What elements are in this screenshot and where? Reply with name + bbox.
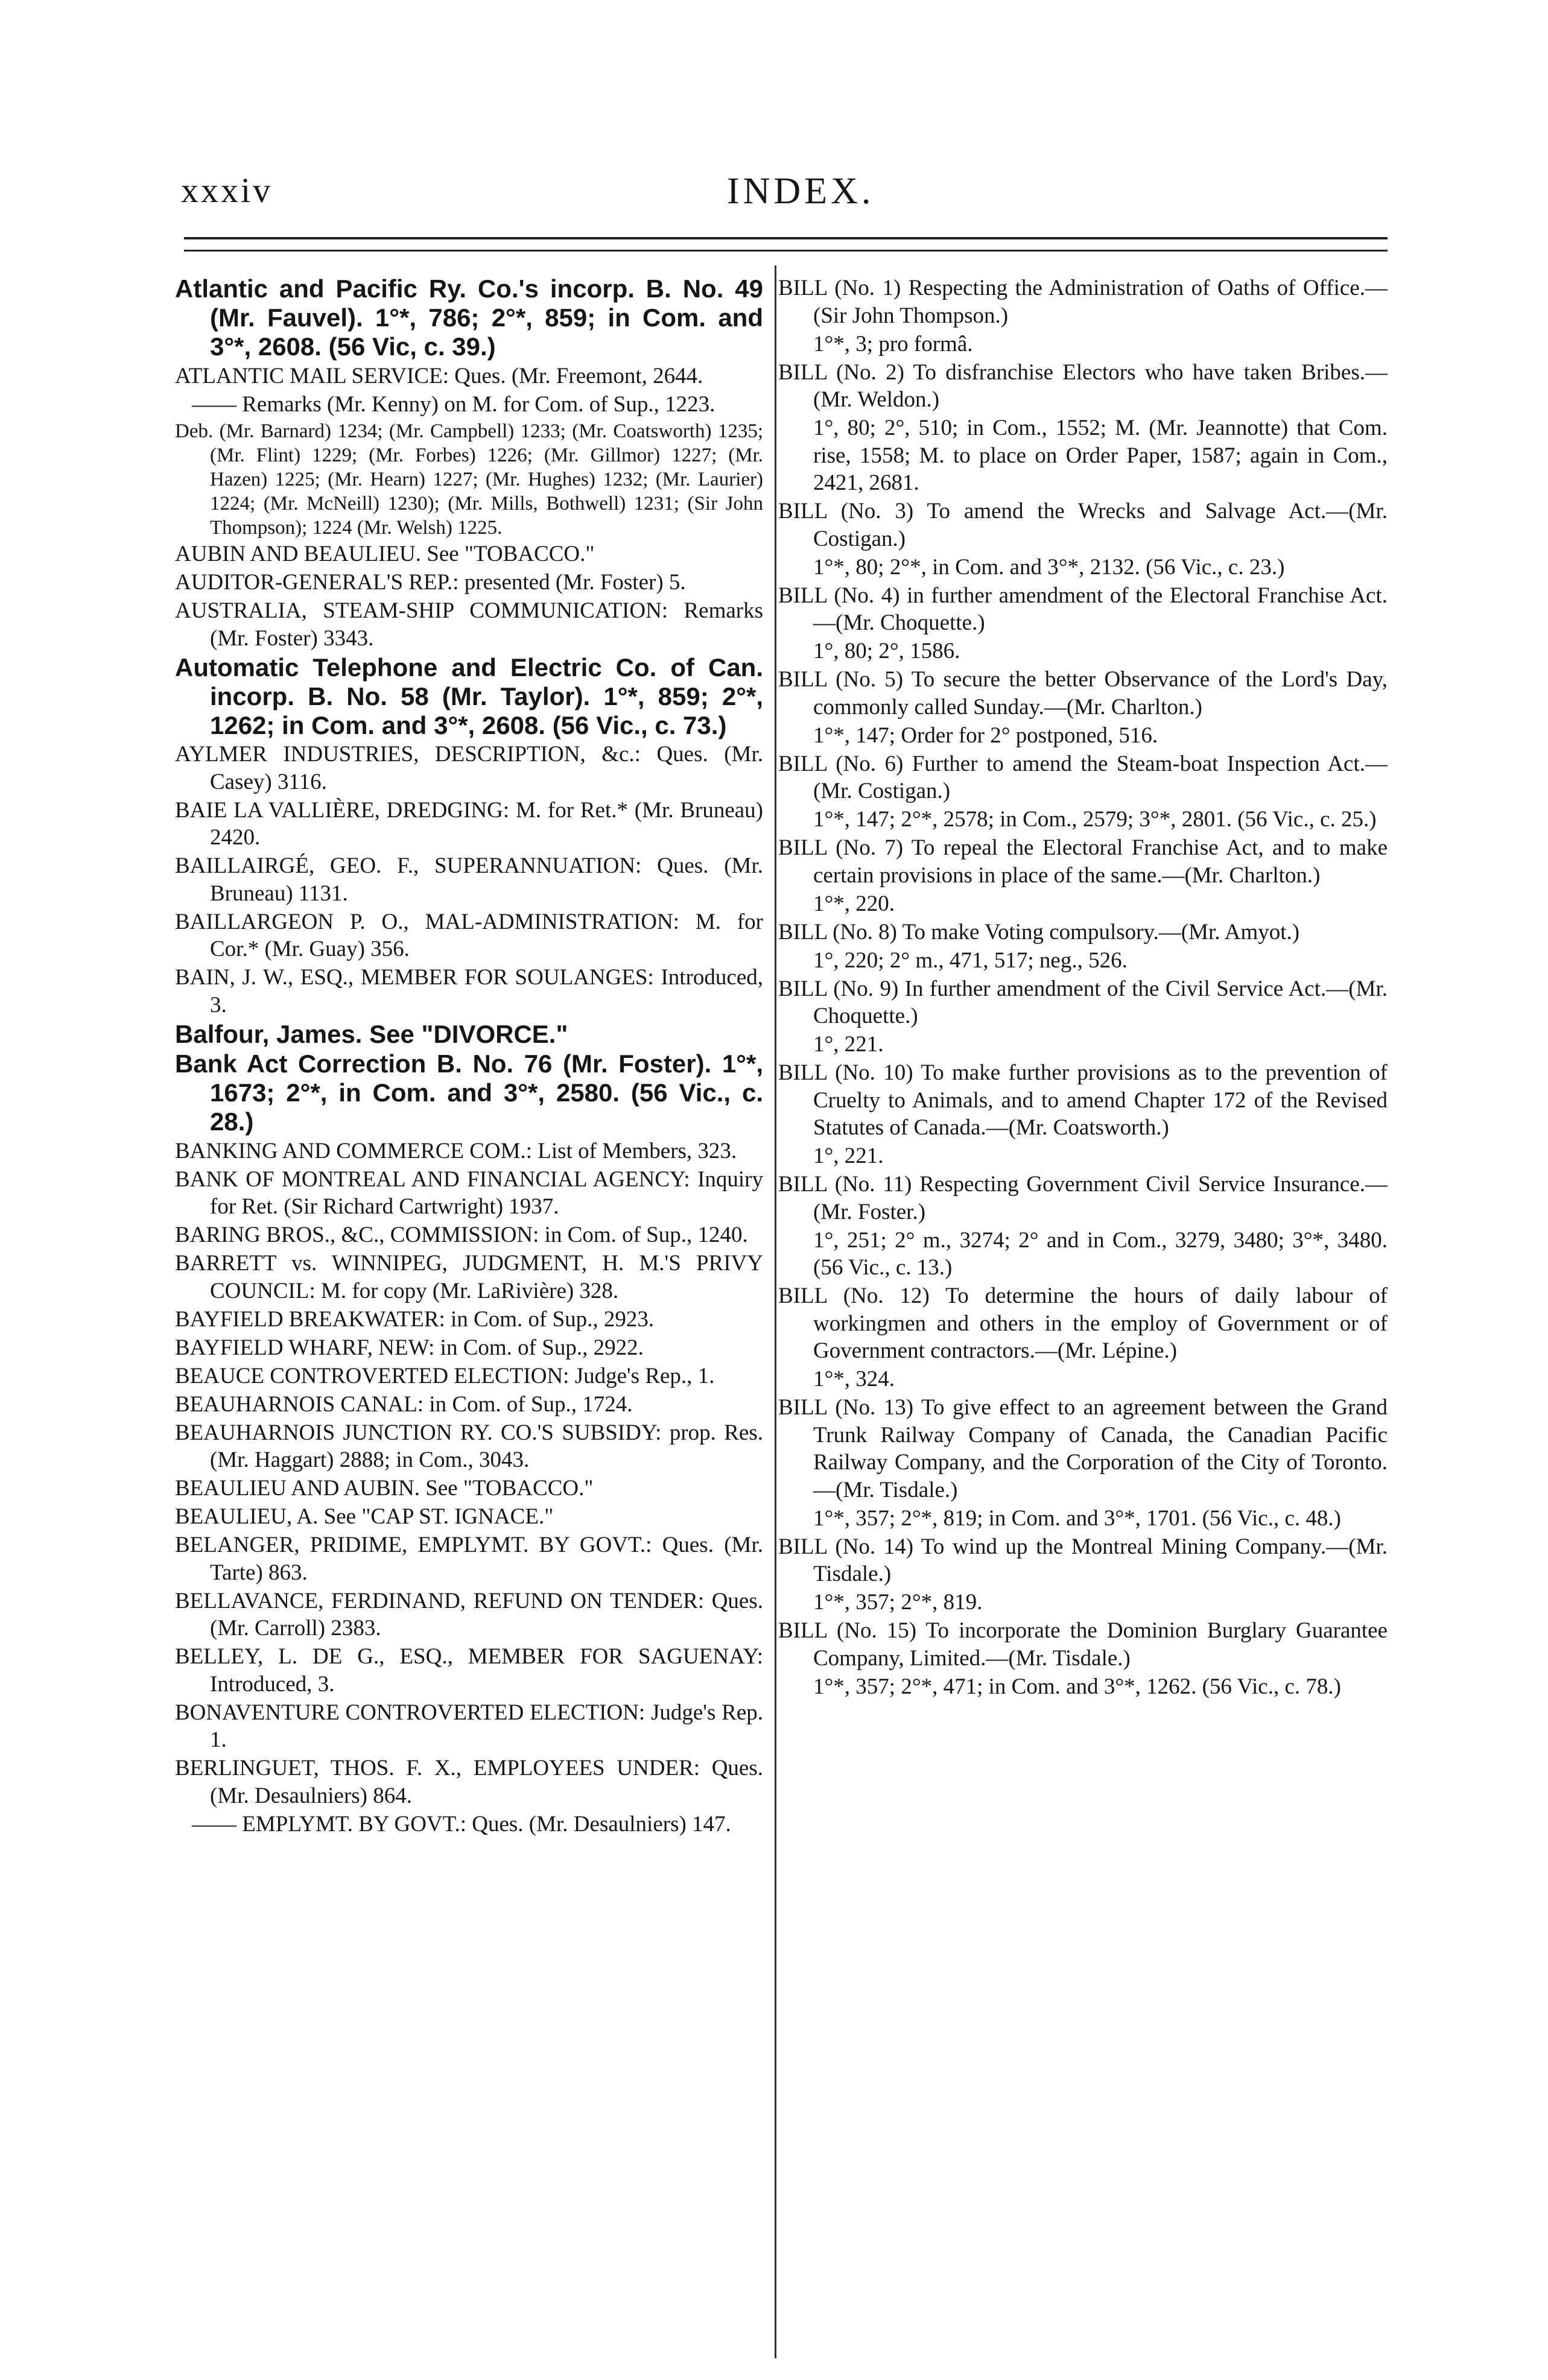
index-entry: BILL (No. 12) To determine the hours of daily labour of workingmen and others in the employ of Government or of Government contractors.—(Mr. Lépine.) <box>778 1283 1388 1363</box>
index-entry: 1°*, 80; 2°*, in Com. and 3°*, 2132. (56 Vic., c. 23.) <box>813 554 1285 580</box>
header-rule-thin <box>184 250 1388 252</box>
index-entry: BILL (No. 9) In further amendment of the Civil Service Act.—(Mr. Choquette.) <box>778 976 1388 1028</box>
index-entry: AUBIN AND BEAULIEU. See "TOBACCO." <box>175 542 595 566</box>
index-entry: BERLINGUET, THOS. F. X., EMPLOYEES UNDER: Ques. (Mr. Desaulniers) 864. <box>175 1756 763 1808</box>
index-entry: 1°*, 357; 2°*, 471; in Com. and 3°*, 1262. (56 Vic., c. 78.) <box>813 1674 1341 1699</box>
index-entry: 1°*, 357; 2°*, 819; in Com. and 3°*, 1701. (56 Vic., c. 48.) <box>813 1505 1341 1531</box>
index-entry: BILL (No. 10) To make further provisions as to the prevention of Cruelty to Animals, and to amend Chapter 172 of the Revised Statutes of Canada.—(Mr. Coatsworth.) <box>778 1060 1388 1140</box>
index-entry: —— EMPLYMT. BY GOVT.: Ques. (Mr. Desaulniers) 147. <box>192 1811 731 1837</box>
header-rule <box>184 237 1388 239</box>
index-entry: BAIN, J. W., ESQ., MEMBER FOR SOULANGES: Introduced, 3. <box>175 965 763 1018</box>
index-entry: BILL (No. 8) To make Voting compulsory.—(Mr. Amyot.) <box>778 919 1300 945</box>
index-entry: BILL (No. 2) To disfranchise Electors who have taken Bribes.—(Mr. Weldon.) <box>778 359 1388 412</box>
index-entry: BILL (No. 11) Respecting Government Civil Service Insurance.—(Mr. Foster.) <box>778 1172 1388 1224</box>
index-entry: 1°*, 357; 2°*, 819. <box>813 1590 983 1615</box>
index-entry: 1°*, 147; 2°*, 2578; in Com., 2579; 3°*, 2801. (56 Vic., c. 25.) <box>813 807 1377 832</box>
index-entry: 1°*, 147; Order for 2° postponed, 516. <box>813 723 1158 748</box>
index-entry: AYLMER INDUSTRIES, DESCRIPTION, &c.: Ques. (Mr. Casey) 3116. <box>175 742 763 794</box>
index-entry: BARRETT vs. WINNIPEG, JUDGMENT, H. M.'S PRIVY COUNCIL: M. for copy (Mr. LaRivière) 328. <box>175 1251 763 1303</box>
index-entry: Bank Act Correction B. No. 76 (Mr. Foster). 1°*, 1673; 2°*, in Com. and 3°*, 2580. (56 Vic., c. 28.) <box>175 1049 763 1136</box>
index-entry: 1°*, 324. <box>813 1367 895 1391</box>
right-column <box>778 274 1388 1701</box>
index-entry: 1°*, 220. <box>813 891 895 916</box>
page-number: xxxiv <box>181 171 273 210</box>
index-entry: 1°*, 3; pro formâ. <box>813 331 973 356</box>
index-entry: BILL (No. 13) To give effect to an agreement between the Grand Trunk Railway Company of Canada, the Canadian Pacific Railway Company, and the Corporation of the City of Toronto.—(Mr. Tisdale.) <box>778 1395 1388 1502</box>
index-entry: BANKING AND COMMERCE COM.: List of Members, 323. <box>175 1138 737 1163</box>
index-entry: BAYFIELD WHARF, NEW: in Com. of Sup., 2922. <box>175 1335 644 1360</box>
index-entry: BAYFIELD BREAKWATER: in Com. of Sup., 2923. <box>175 1306 655 1332</box>
index-entry: BELANGER, PRIDIME, EMPLYMT. BY GOVT.: Ques. (Mr. Tarte) 863. <box>175 1533 763 1585</box>
index-entry: BILL (No. 7) To repeal the Electoral Franchise Act, and to make certain provisions in place of the same.—(Mr. Charlton.) <box>778 835 1388 888</box>
index-entry: BARING BROS., &C., COMMISSION: in Com. of Sup., 1240. <box>175 1223 748 1247</box>
index-entry: BANK OF MONTREAL AND FINANCIAL AGENCY: Inquiry for Ret. (Sir Richard Cartwright) 1937. <box>175 1166 763 1219</box>
index-entry: AUSTRALIA, STEAM-SHIP COMMUNICATION: Remarks (Mr. Foster) 3343. <box>175 598 763 651</box>
index-entry: BAILLAIRGÉ, GEO. F., SUPERANNUATION: Ques. (Mr. Bruneau) 1131. <box>175 853 763 906</box>
index-entry: —— Remarks (Mr. Kenny) on M. for Com. of Sup., 1223. <box>192 391 715 417</box>
index-entry: Atlantic and Pacific Ry. Co.'s incorp. B. No. 49 (Mr. Fauvel). 1°*, 786; 2°*, 859; in Com. and 3°*, 2608. (56 Vic, c. 39.) <box>175 274 763 361</box>
index-entry: 1°, 221. <box>813 1032 884 1057</box>
index-entry: 1°, 80; 2°, 510; in Com., 1552; M. (Mr. Jeannotte) that Com. rise, 1558; M. to place on Order Paper, 1587; again in Com., 2421, 2681. <box>813 416 1388 495</box>
index-entry: BILL (No. 5) To secure the better Observance of the Lord's Day, commonly called Sunday.—(Mr. Charlton.) <box>778 667 1388 720</box>
index-entry: BEAUCE CONTROVERTED ELECTION: Judge's Rep., 1. <box>175 1363 715 1388</box>
index-entry: Deb. (Mr. Barnard) 1234; (Mr. Campbell) 1233; (Mr. Coatsworth) 1235; (Mr. Flint) 1229; (Mr. Forbes) 1226; (Mr. Gillmor) 1227; (Mr. Hazen) 1225; (Mr. Hearn) 1227; (Mr. Hughes) 1232; (Mr. Laurier) 1224; (Mr. McNeill) 1230); (Mr. Mills, Bothwell) 1231; (Sir John Thompson); 1224 (Mr. Welsh) 1225. <box>175 420 763 539</box>
index-entry: BILL (No. 1) Respecting the Administration of Oaths of Office.—(Sir John Thompson.) <box>778 276 1388 328</box>
index-entry: 1°, 221. <box>813 1144 884 1168</box>
index-entry: BONAVENTURE CONTROVERTED ELECTION: Judge's Rep. 1. <box>175 1700 763 1752</box>
index-entry: 1°, 220; 2° m., 471, 517; neg., 526. <box>813 948 1128 973</box>
index-entry: BEAUHARNOIS JUNCTION RY. CO.'S SUBSIDY: prop. Res. (Mr. Haggart) 2888; in Com., 3043. <box>175 1420 763 1472</box>
index-entry: BAIE LA VALLIÈRE, DREDGING: M. for Ret.* (Mr. Bruneau) 2420. <box>175 797 763 850</box>
index-entry: BAILLARGEON P. O., MAL-ADMINISTRATION: M. for Cor.* (Mr. Guay) 356. <box>175 909 763 961</box>
column-divider <box>775 265 776 2358</box>
index-entry: BELLAVANCE, FERDINAND, REFUND ON TENDER: Ques. (Mr. Carroll) 2383. <box>175 1588 763 1641</box>
index-entry: 1°, 80; 2°, 1586. <box>813 639 960 663</box>
page-title: INDEX. <box>727 171 875 212</box>
index-entry: BILL (No. 14) To wind up the Montreal Mining Company.—(Mr. Tisdale.) <box>778 1534 1388 1586</box>
index-entry: BEAULIEU, A. See "CAP ST. IGNACE." <box>175 1504 554 1529</box>
index-entry: 1°, 251; 2° m., 3274; 2° and in Com., 3279, 3480; 3°*, 3480. (56 Vic., c. 13.) <box>813 1227 1388 1280</box>
left-column <box>175 274 763 1839</box>
index-entry: ATLANTIC MAIL SERVICE: Ques. (Mr. Freemont, 2644. <box>175 363 703 388</box>
index-entry: BILL (No. 6) Further to amend the Steam-boat Inspection Act.—(Mr. Costigan.) <box>778 751 1388 803</box>
index-entry: AUDITOR-GENERAL'S REP.: presented (Mr. Foster) 5. <box>175 570 686 595</box>
index-entry: BILL (No. 3) To amend the Wrecks and Salvage Act.—(Mr. Costigan.) <box>778 499 1388 551</box>
index-entry: BILL (No. 4) in further amendment of the Electoral Franchise Act.—(Mr. Choquette.) <box>778 583 1388 635</box>
index-entry: BELLEY, L. DE G., ESQ., MEMBER FOR SAGUENAY: Introduced, 3. <box>175 1644 763 1697</box>
index-entry: BEAULIEU AND AUBIN. See "TOBACCO." <box>175 1476 594 1501</box>
index-entry: BILL (No. 15) To incorporate the Dominion Burglary Guarantee Company, Limited.—(Mr. Tisdale.) <box>778 1618 1388 1671</box>
index-entry: BEAUHARNOIS CANAL: in Com. of Sup., 1724. <box>175 1391 633 1417</box>
index-entry: Automatic Telephone and Electric Co. of Can. incorp. B. No. 58 (Mr. Taylor). 1°*, 859; 2°*, 1262; in Com. and 3°*, 2608. (56 Vic., c. 73.) <box>175 653 763 739</box>
index-entry: Balfour, James. See "DIVORCE." <box>175 1019 568 1048</box>
